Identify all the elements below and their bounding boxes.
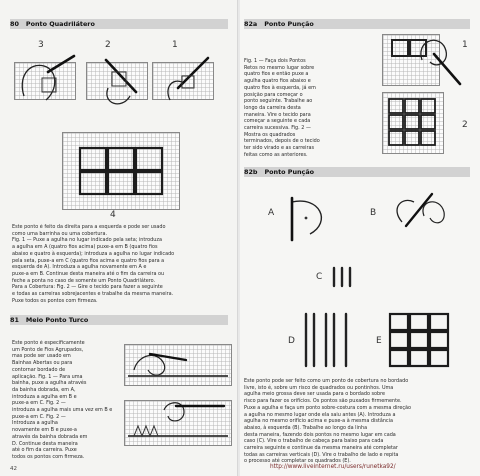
needle-illustration-step-3 xyxy=(14,48,84,114)
section-number: 82a xyxy=(244,20,258,28)
punch-stitch-squares-fig-2 xyxy=(388,98,438,148)
step-label-3: 3 xyxy=(38,40,44,50)
turkish-stitch-needle-1 xyxy=(124,340,234,390)
punch-stitch-needle-fig-1 xyxy=(382,30,472,90)
section-80-body-text: Este ponto é feito da direita para a esquerda e pode ser usado como uma barrinha ou uma cobertura. Fig. 1 — Puxe a agulha no lugar indicado pela seta; introduza a agulha em A (quatro fios acima) puxe-a em B (quatro fios abaixo e quatro à esquerda); introduza a agulha no lugar indicado pela seta, puxe-a em C (quatro fios acima e quatro fios para a esquerda de A). Introduza a agulha novamente em A e puxe-a em B. Continue desta maneira até o fim da carreira ou feche a ponta no caso de somente um Ponto Quadrilátero. Para a Cobertura: Fig. 2 — Gire o tecido para fazer a seguinte e todas as carreiras sobrejacentes e trabalhe da mesma maneira. Puxe todos os pontos com firmeza. xyxy=(12,224,175,304)
section-82b-body-text: Este ponto pode ser feito como um ponto de cobertura no bordado livre, isto é, sobre um risco de quadrados ou pontinhos. Uma agulha meio grossa deve ser usada para o bordado sobre risco para fazer os orifícios. Os pontos são puxados firmemente. Puxe a agulha e faça um ponto sobre-costura com a mesma direção a agulha no mesmo lugar onde ela saiu antes (A). Introduza a agulha no mesmo orifício acima e puxe-a à mesma distância abaixo, à esquerda (B). Trabalhe ao longo da linha desta maneira, fazendo dois pontos no mesmo lugar em cada caso (C). Vire o trabalho de cabeça para baixo para cada carreira seguinte e continue da mesma maneira até completar todas as carreiras verticais (D). Vire o trabalho de lado e repita o processo até completar os quadrados (E). xyxy=(244,378,412,464)
section-header-82a xyxy=(244,19,470,29)
section-title: Ponto Quadrilátero xyxy=(25,20,95,28)
step-letter-c: C xyxy=(316,272,323,282)
right-page xyxy=(240,0,480,476)
punch-stitch-step-c xyxy=(330,266,360,290)
section-header-81 xyxy=(10,315,228,325)
punch-stitch-step-d xyxy=(300,310,360,372)
punch-stitch-step-e xyxy=(388,312,458,370)
step-letter-e: E xyxy=(376,336,382,346)
punch-stitch-step-b xyxy=(384,186,464,246)
section-82a-body-text: Fig. 1 — Faça dois Pontos Retos no mesmo lugar sobre quatro fios e então puxe a agulha quatro fios abaixo e quatro fios à esquerda, já em posição para começar o ponto seguinte. Trabalhe ao longo da carreira desta maneira. Vire o tecido para começar a seguinte e cada carreira sucessiva. Fig. 2 — Mostra os quadrados terminados, depois de o tecido ter sido virado e as carreiras feitas como as anteriores. xyxy=(244,58,320,158)
section-header-80 xyxy=(10,19,228,29)
punch-stitch-step-a xyxy=(280,188,340,248)
step-letter-b: B xyxy=(370,208,377,218)
needle-illustration-step-1 xyxy=(152,48,222,114)
needle-illustration-step-2 xyxy=(86,48,156,114)
fig-label-1: 1 xyxy=(462,40,468,50)
step-letter-d: D xyxy=(288,336,295,346)
section-title: Ponto Punção xyxy=(264,20,314,28)
section-header-82b xyxy=(244,167,470,177)
step-label-1: 1 xyxy=(172,40,178,50)
fig-label-4: 4 xyxy=(110,210,116,220)
section-number: 81 xyxy=(10,316,19,324)
section-81-body-text: Este ponto é especificamente um Ponto de Fios Agrupados, mas pode ser usado em Bainhas Abertas ou para contornar bordado de aplicação. Fig. 1 — Para uma bainha, puxe a agulha através da bainha dobrada, em A, introduza a agulha em B e puxe-a em C. Fig. 2 — introduza a agulha mais uma vez em B e puxe-a em C. Fig. 2 — Introduza a agulha novamente em B e puxe-a através da bainha dobrada em D. Continue desta maneira até o fim da carreira. Puxe todos os pontos com firmeza. xyxy=(12,340,113,460)
section-number: 82b xyxy=(244,168,258,176)
left-page xyxy=(0,0,238,476)
square-stitch-pattern xyxy=(78,146,170,198)
footer-url: http://www.liveinternet.ru/users/runetka92/ xyxy=(270,464,396,470)
section-title: Meio Ponto Turco xyxy=(25,316,89,324)
page-number: 42 xyxy=(10,466,17,472)
section-number: 80 xyxy=(10,20,19,28)
section-title: Ponto Punção xyxy=(264,168,315,176)
step-label-2: 2 xyxy=(105,40,111,50)
turkish-stitch-needle-2 xyxy=(124,396,234,450)
step-letter-a: A xyxy=(268,208,275,218)
fig-label-2: 2 xyxy=(462,120,468,130)
